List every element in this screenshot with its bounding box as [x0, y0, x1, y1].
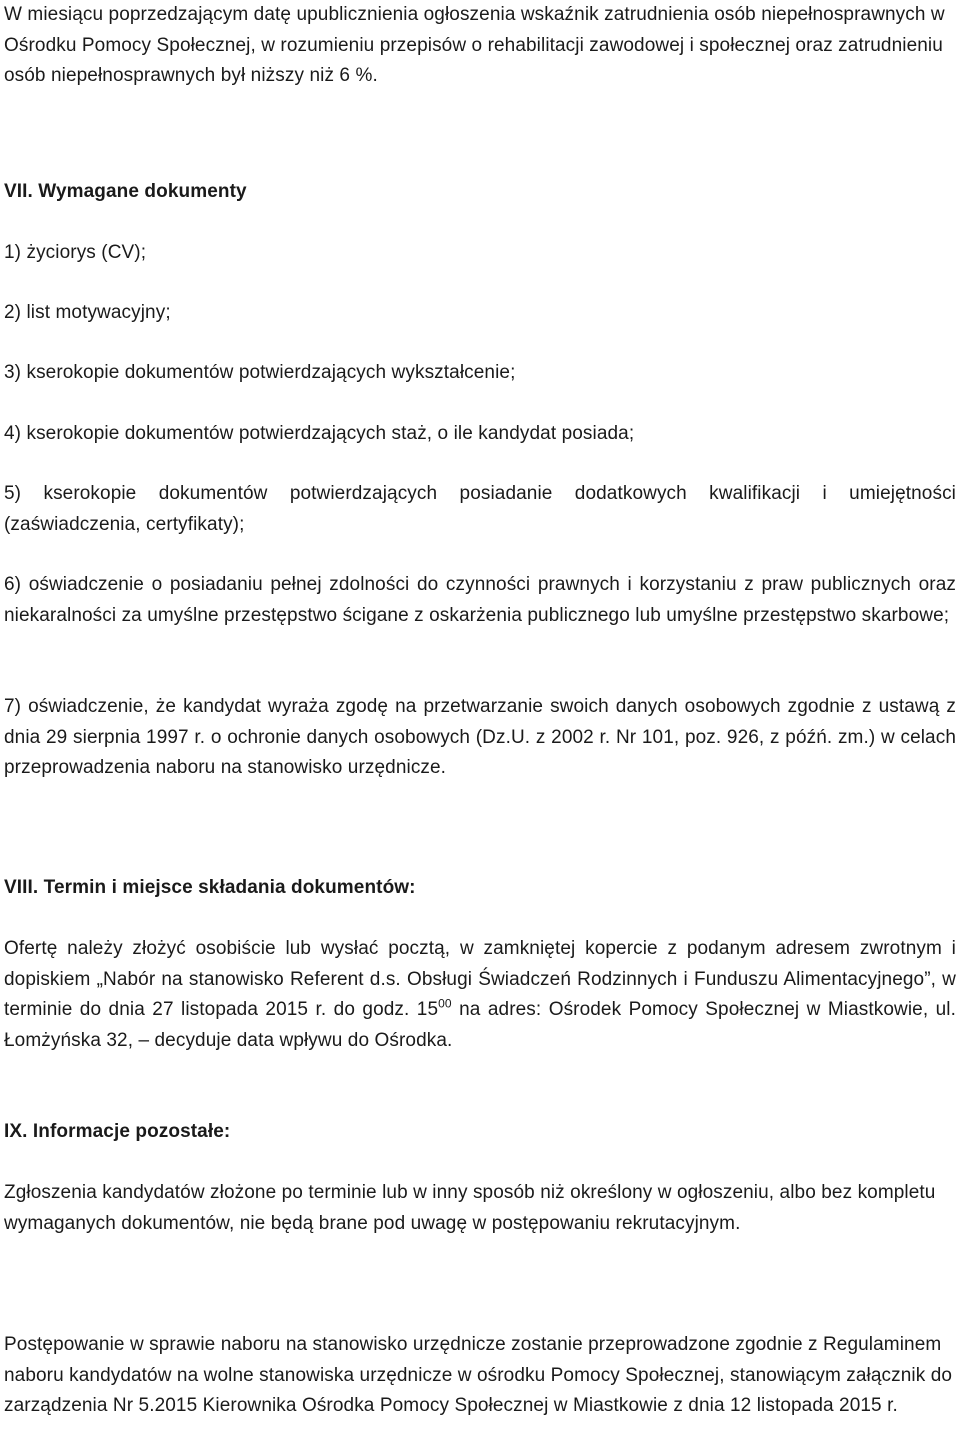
list-item-2: 2) list motywacyjny; [4, 302, 171, 323]
submission-text-part-1: Ofertę należy złożyć osobiście lub wysłać pocztą, w zamkniętej kopercie z podanym adresem zwrotnym i dopiskiem „Nabór na stanowisko Referent d.s. Obsługi Świadczeń Rodzinnych i Funduszu Alimentacyjnego”, w terminie do dnia 27 listopada 2015 r. do godz. 15 [4, 938, 956, 1020]
section-ix-heading: IX. Informacje pozostałe: [4, 1121, 231, 1142]
intro-paragraph: W miesiącu poprzedzającym datę upublicznienia ogłoszenia wskaźnik zatrudnienia osób niepełnosprawnych w Ośrodku Pomocy Społecznej, w rozumieniu przepisów o rehabilitacji zawodowej i społecznej oraz zatrudnieniu osób niepełnosprawnych był niższy niż 6 %. [4, 4, 945, 86]
submission-paragraph [4, 934, 956, 1056]
list-item-3: 3) kserokopie dokumentów potwierdzających wykształcenie; [4, 362, 516, 383]
section-viii-heading: VIII. Termin i miejsce składania dokumentów: [4, 877, 416, 898]
list-item-4: 4) kserokopie dokumentów potwierdzających staż, o ile kandydat posiada; [4, 423, 635, 444]
list-item-7: 7) oświadczenie, że kandydat wyraża zgodę na przetwarzanie swoich danych osobowych zgodnie z ustawą z dnia 29 sierpnia 1997 r. o ochronie danych osobowych (Dz.U. z 2002 r. Nr 101, poz. 926, z późń. zm.) w celach przeprowadzenia naboru na stanowisko urzędnicze. [4, 696, 956, 778]
procedure-paragraph: Postępowanie w sprawie naboru na stanowisko urzędnicze zostanie przeprowadzone zgodnie z Regulaminem naboru kandydatów na wolne stanowiska urzędnicze w ośrodku Pomocy Społecznej, stanowiącym załącznik do zarządzenia Nr 5.2015 Kierownika Ośrodka Pomocy Społecznej w Miastkowie z dnia 12 listopada 2015 r. [4, 1334, 953, 1416]
list-item-6: 6) oświadczenie o posiadaniu pełnej zdolności do czynności prawnych i korzystaniu z praw publicznych oraz niekaralności za umyślne przestępstwo ścigane z oskarżenia publicznego lub umyślne przestępstwo skarbowe; [4, 574, 956, 626]
submission-text-part-2: na adres: Ośrodek Pomocy Społecznej w Miastkowie, ul. Łomżyńska 32, – decyduje data wpływu do Ośrodka. [4, 999, 956, 1051]
late-submissions-paragraph: Zgłoszenia kandydatów złożone po terminie lub w inny sposób niż określony w ogłoszeniu, albo bez kompletu wymaganych dokumentów, nie będą brane pod uwagę w postępowaniu rekrutacyjnym. [4, 1182, 936, 1234]
list-item-1: 1) życiorys (CV); [4, 242, 147, 263]
list-item-5: 5) kserokopie dokumentów potwierdzających posiadanie dodatkowych kwalifikacji i umiejętności (zaświadczenia, certyfikaty); [4, 483, 956, 535]
time-superscript: 00 [438, 996, 452, 1011]
section-vii-heading: VII. Wymagane dokumenty [4, 181, 247, 202]
